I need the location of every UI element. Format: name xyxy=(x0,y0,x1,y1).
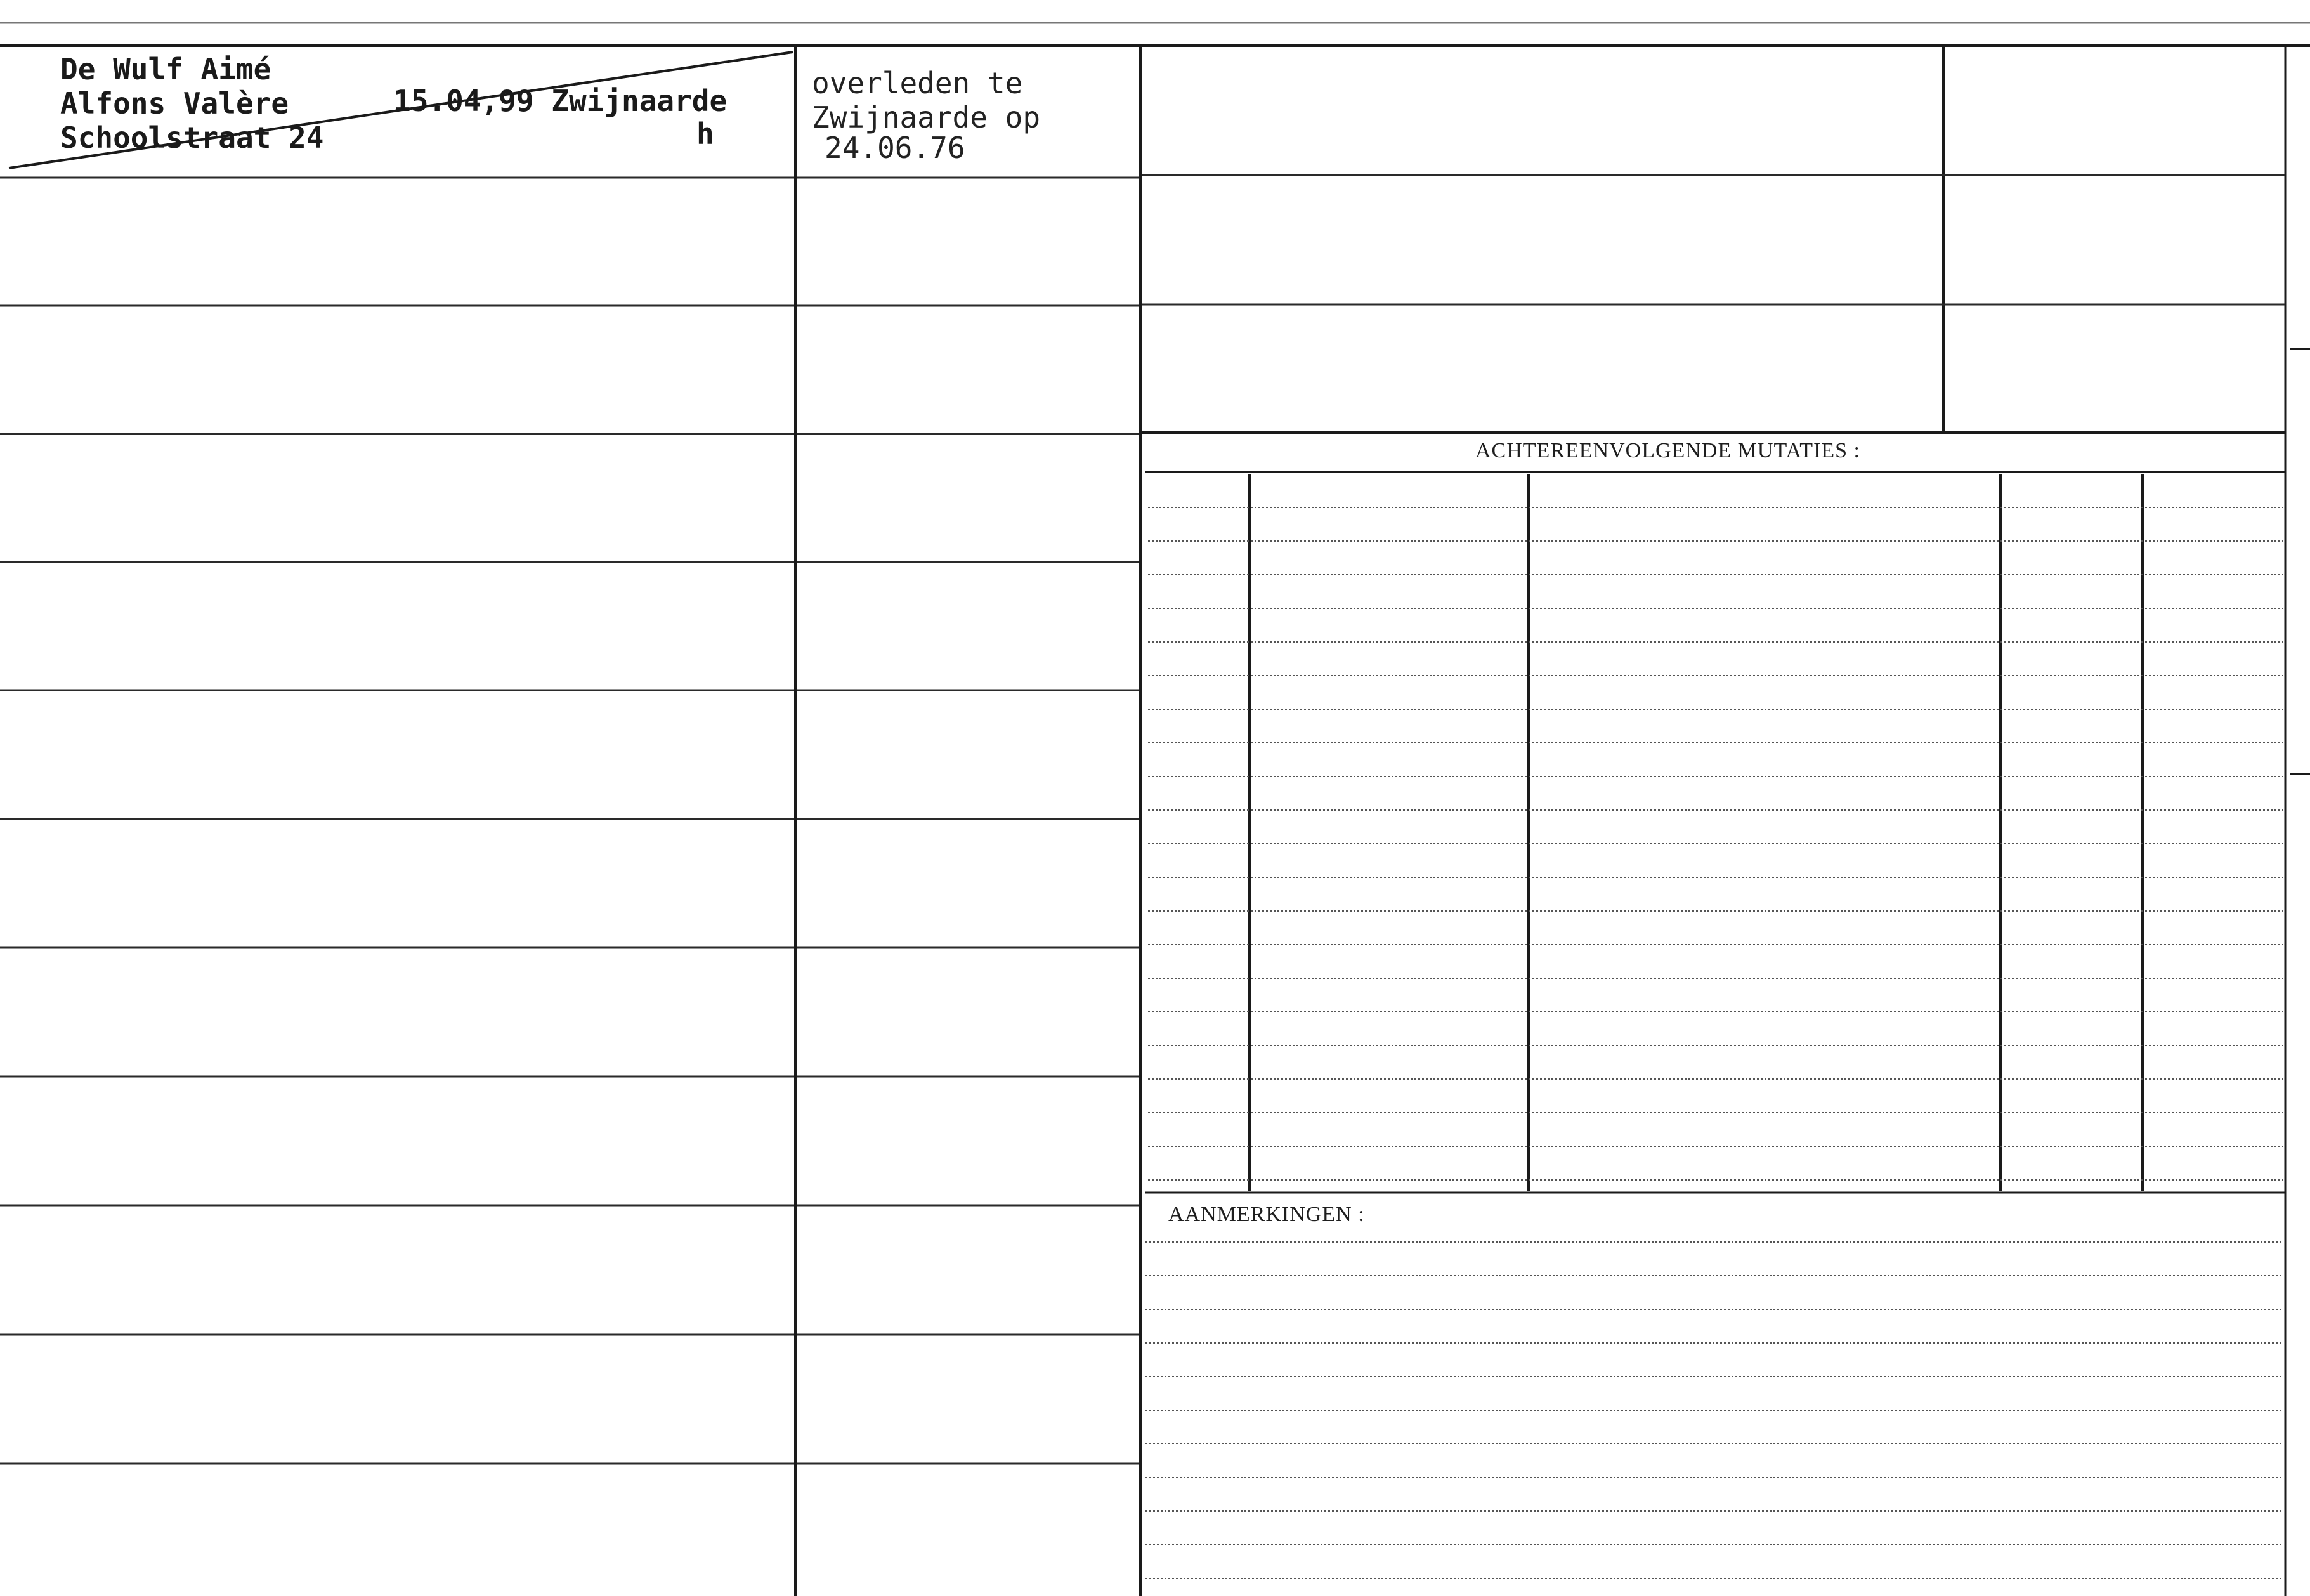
remarks-lines xyxy=(1145,1242,2283,1578)
death-remark xyxy=(798,51,1138,178)
mutations-table xyxy=(1145,472,2285,1193)
name-line-2: Alfons Valère xyxy=(60,86,289,121)
remarks-heading: AANMERKINGEN : xyxy=(1168,1203,1365,1226)
gender-mark: h xyxy=(696,117,714,151)
mutations-heading: ACHTEREENVOLGENDE MUTATIES : xyxy=(1475,439,1860,462)
birth-date-place: 15.04,99 Zwijnaarde xyxy=(393,84,728,118)
register-rows xyxy=(0,178,1139,1463)
name-line-1: De Wulf Aimé xyxy=(60,52,271,86)
remark-line-1: overleden te xyxy=(812,66,1023,100)
address-line: Schoolstraat 24 xyxy=(60,121,324,155)
remark-line-3: 24.06.76 xyxy=(825,131,965,165)
remark-line-2: Zwijnaarde op xyxy=(812,100,1041,134)
struck-entry xyxy=(0,0,795,178)
